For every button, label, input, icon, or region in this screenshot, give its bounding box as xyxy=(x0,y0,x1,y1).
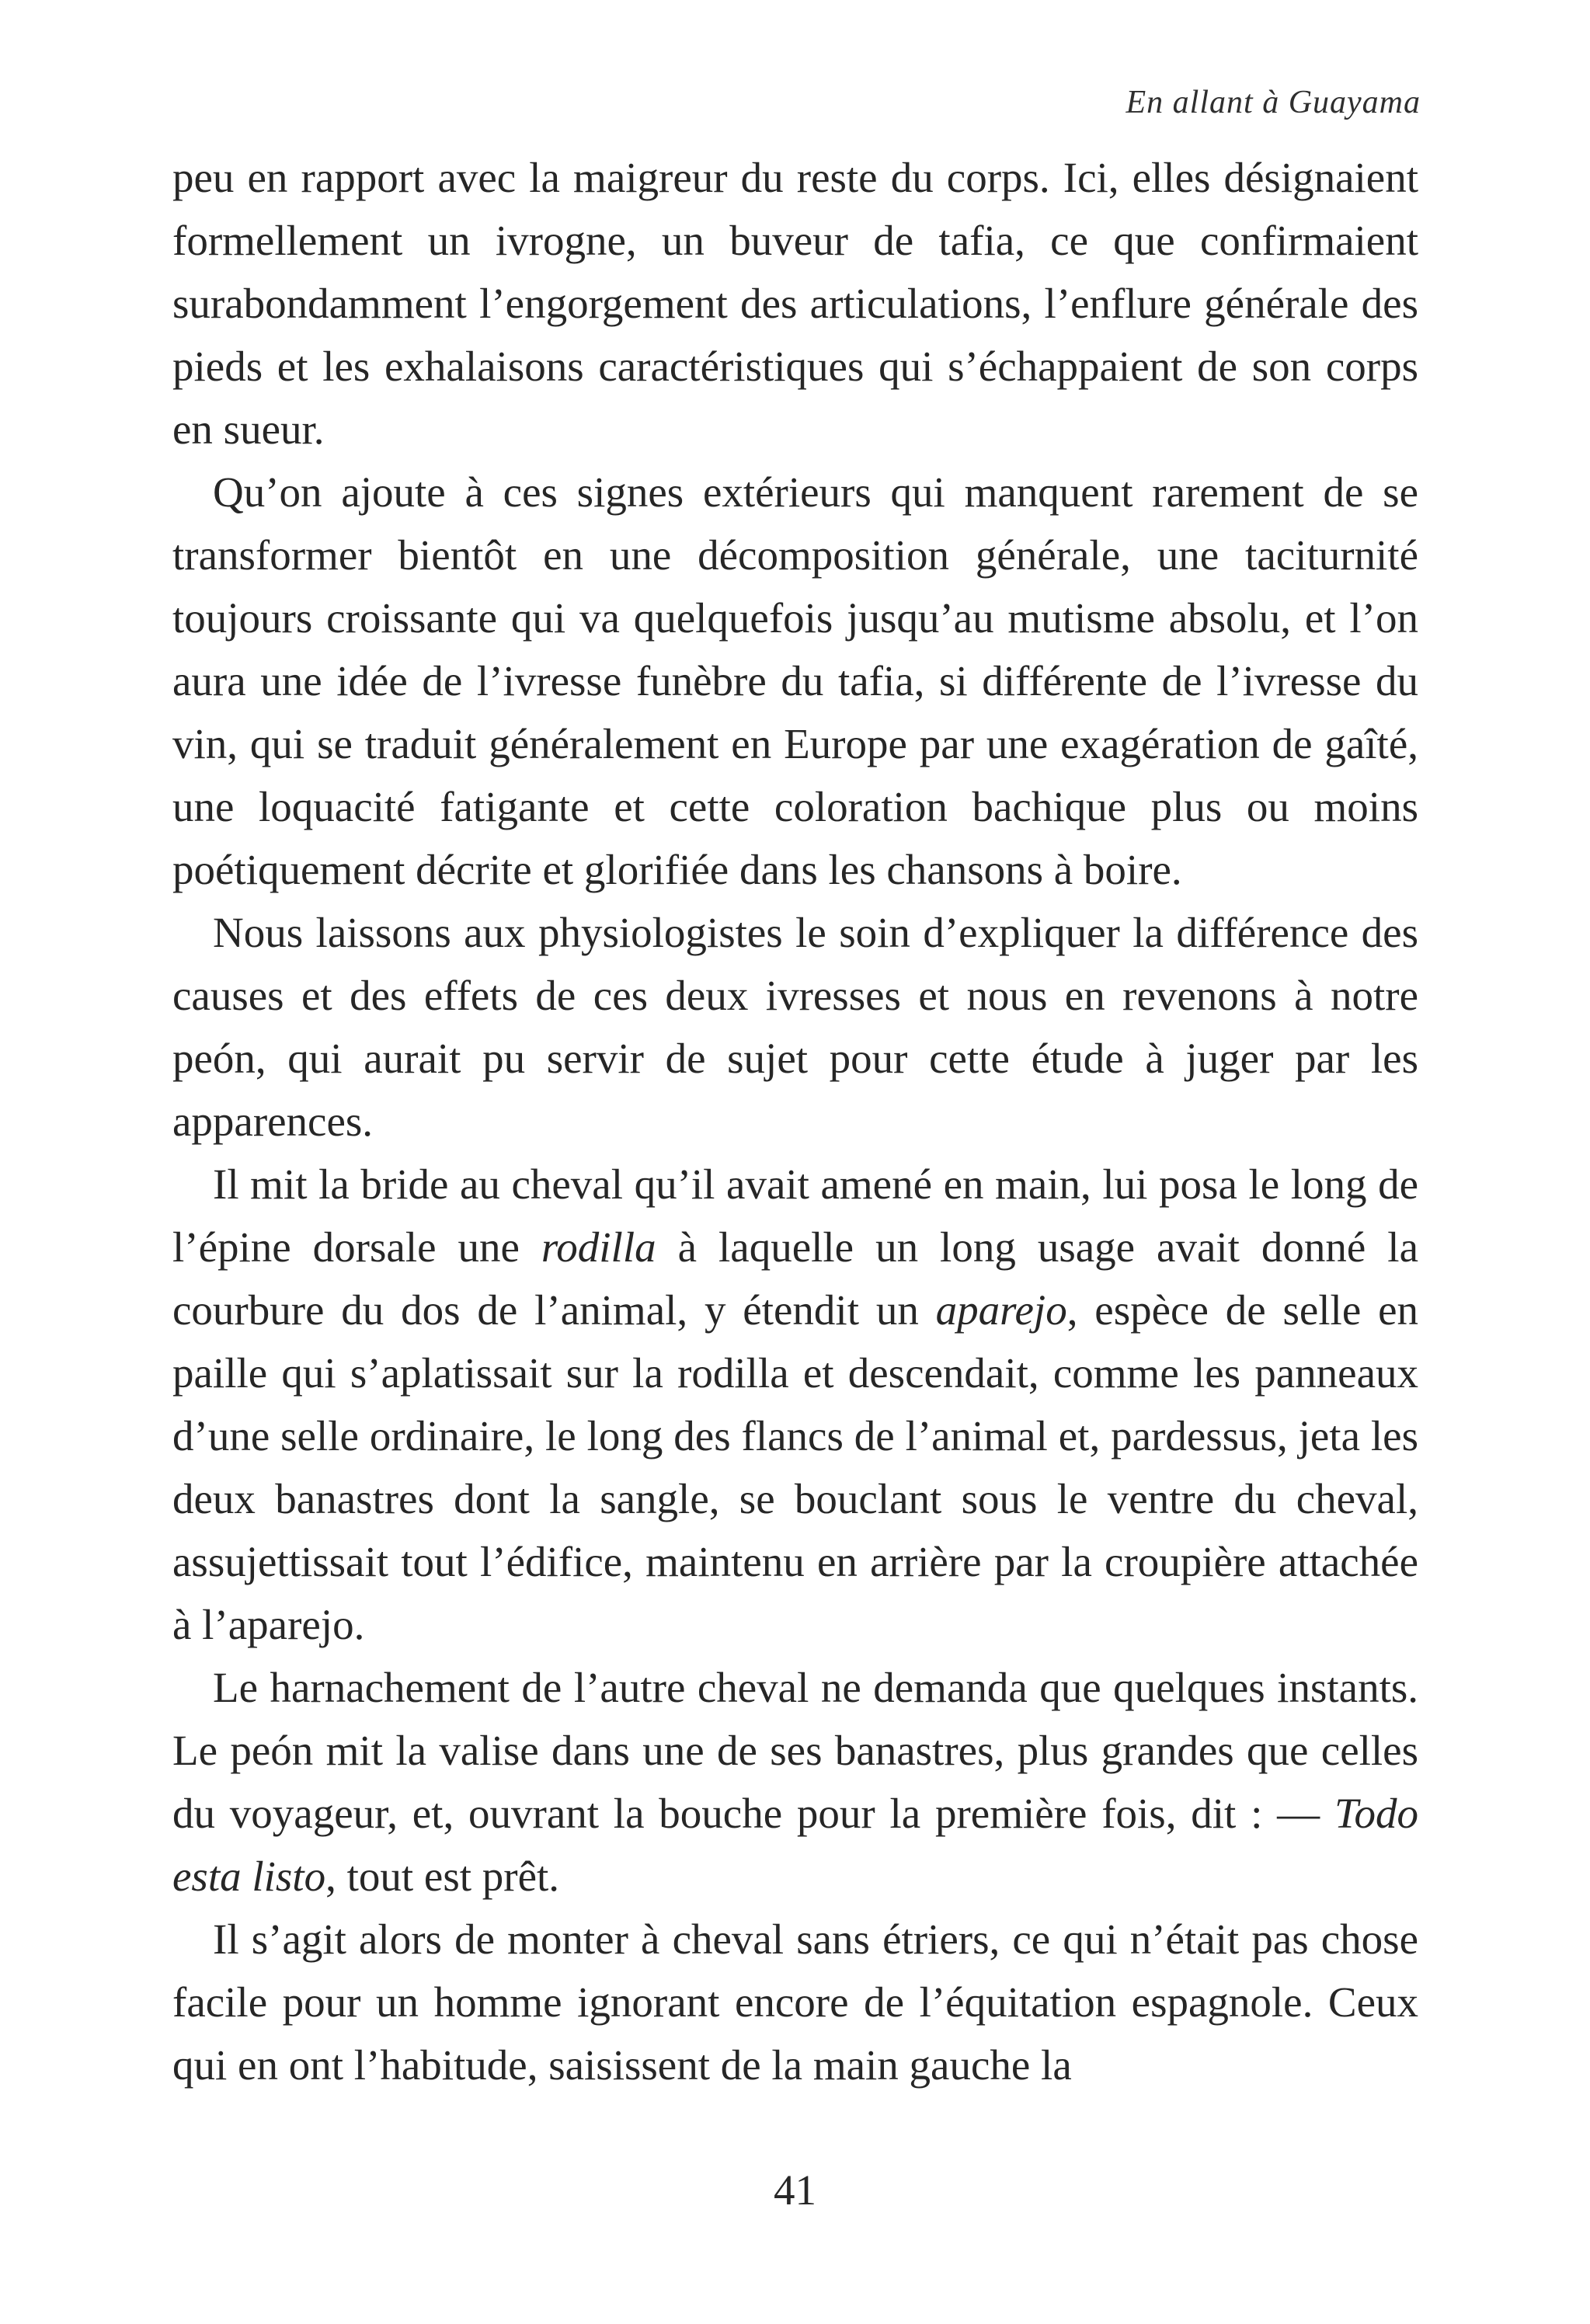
italic-term: rodilla xyxy=(541,1223,656,1271)
body-text xyxy=(172,146,1418,2096)
paragraph-text: Qu’on ajoute à ces signes extérieurs qui manquent rarement de se transformer bientôt en une décomposition générale, une taciturnité toujours croissante qui va quelquefois jusqu’au mutisme absolu, et l’on aura une idée de l’ivresse funèbre du tafia, si différente de l’ivresse du vin, qui se traduit généralement en Europe par une exagération de gaîté, une loquacité fatigante et cette coloration bachique plus ou moins poétiquement décrite et glorifiée dans les chansons à boire. xyxy=(172,468,1418,893)
paragraph-text: Il s’agit alors de monter à cheval sans étriers, ce qui n’était pas chose facile pour un homme ignorant encore de l’équitation espagnole. Ceux qui en ont l’habitude, saisissent de la main gauche la xyxy=(172,1915,1418,2089)
paragraph-text: Il mit la bride au cheval qu’il avait amené en main, lui posa le long de l’épine dorsale une xyxy=(172,1160,1418,1271)
running-title: En allant à Guayama xyxy=(1126,85,1421,120)
paragraph xyxy=(172,1153,1418,1656)
page-number: 41 xyxy=(774,2166,816,2214)
paragraph xyxy=(172,461,1418,901)
paragraph xyxy=(172,901,1418,1153)
paragraph xyxy=(172,146,1418,461)
paragraph-text: à laquelle un long usage avait donné la courbure du dos de l’animal, y étendit un xyxy=(172,1223,1418,1334)
paragraph-text: peu en rapport avec la maigreur du reste du corps. Ici, elles désignaient formellement un ivrogne, un buveur de tafia, ce que confirmaient surabondamment l’engorgement des articulations, l’enflure générale des pieds et les exhalaisons caractéristiques qui s’échappaient de son corps en sueur. xyxy=(172,154,1418,453)
paragraph-text: Nous laissons aux physiologistes le soin d’expliquer la différence des causes et des effets de ces deux ivresses et nous en revenons à notre peón, qui aurait pu servir de sujet pour cette étude à juger par les apparences. xyxy=(172,909,1418,1145)
paragraph-text: , espèce de selle en paille qui s’aplatissait sur la rodilla et descendait, comme les panneaux d’une selle ordinaire, le long des flancs de l’animal et, pardessus, jeta les deux banastres dont la sangle, se bouclant sous le ventre du cheval, assujettissait tout l’édifice, maintenu en arrière par la croupière attachée à l’aparejo. xyxy=(172,1286,1418,1648)
italic-term: Todo esta listo xyxy=(172,1790,1418,1900)
paragraph xyxy=(172,1908,1418,2096)
paragraph-text: , tout est prêt. xyxy=(325,1853,560,1900)
italic-term: aparejo xyxy=(935,1286,1067,1334)
paragraph-text: Le harnachement de l’autre cheval ne demanda que quelques instants. Le peón mit la valise dans une de ses banastres, plus grandes que celles du voyageur, et, ouvrant la bouche pour la première fois, dit : — xyxy=(172,1664,1418,1837)
paragraph xyxy=(172,1656,1418,1908)
